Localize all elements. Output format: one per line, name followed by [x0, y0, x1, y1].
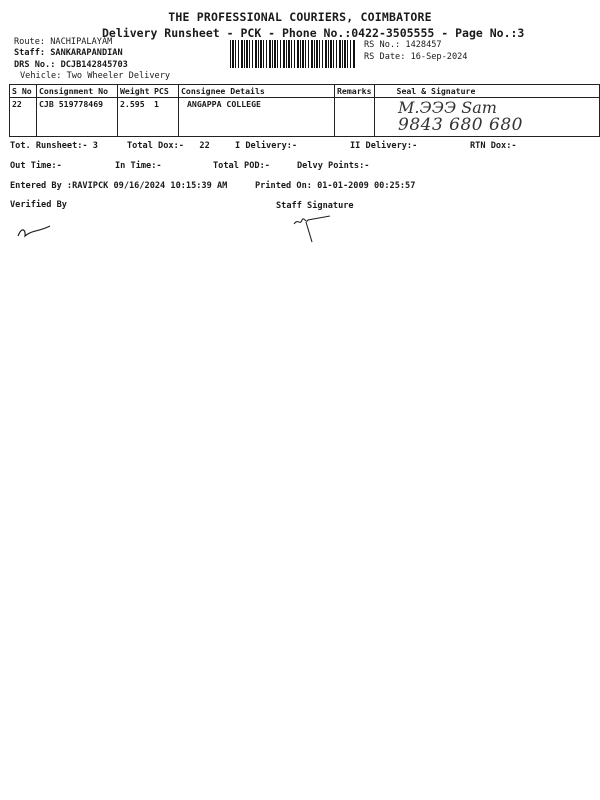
- staff-signature-label: Staff Signature: [276, 201, 354, 211]
- cell-remarks: [335, 98, 375, 137]
- delvy-points: Delvy Points:-: [297, 161, 370, 171]
- total-pod: Total POD:-: [213, 161, 270, 171]
- col-pcs: PCS: [152, 85, 179, 98]
- col-consignee: Consignee Details: [179, 85, 335, 98]
- cell-pcs: 1: [152, 98, 179, 137]
- cell-sno: 22: [10, 98, 37, 137]
- i-delivery: I Delivery:-: [235, 141, 298, 151]
- total-dox: Total Dox:- 22: [127, 141, 210, 151]
- table-header-row: [10, 85, 600, 98]
- route-label: Route: NACHIPALAYAM: [14, 37, 113, 47]
- drs-number: DRS No.: DCJB142845703: [14, 60, 128, 70]
- staff-label: Staff: SANKARAPANDIAN: [14, 48, 123, 58]
- rtn-dox: RTN Dox:-: [470, 141, 517, 151]
- col-sno: S No: [10, 85, 37, 98]
- handwritten-phone: 9843 680 680: [398, 115, 523, 135]
- cell-consignee: ANGAPPA COLLEGE: [179, 98, 335, 137]
- col-weight: Weight: [118, 85, 153, 98]
- handwritten-name: M.ЭЭЭ Sam: [398, 98, 497, 117]
- company-title: THE PROFESSIONAL COURIERS, COIMBATORE: [168, 10, 432, 24]
- verifier-signature-icon: [14, 212, 54, 242]
- in-time: In Time:-: [115, 161, 162, 171]
- vehicle-label: Vehicle: Two Wheeler Delivery: [20, 71, 171, 81]
- cell-weight: 2.595: [118, 98, 153, 137]
- rs-number: RS No.: 1428457: [364, 40, 442, 50]
- runsheet-title: Delivery Runsheet - PCK - Phone No.:0422-3505555 - Page No.:3: [102, 26, 525, 40]
- barcode-image: [230, 40, 356, 68]
- col-consignment: Consignment No: [37, 85, 118, 98]
- staff-signature-icon: [290, 212, 340, 244]
- col-seal-signature: Seal & Signature: [374, 85, 599, 98]
- col-remarks: Remarks: [335, 85, 375, 98]
- entered-by: Entered By :RAVIPCK 09/16/2024 10:15:39 AM: [10, 181, 228, 191]
- verified-by-label: Verified By: [10, 200, 67, 210]
- out-time: Out Time:-: [10, 161, 62, 171]
- printed-on: Printed On: 01-01-2009 00:25:57: [255, 181, 416, 191]
- tot-runsheet: Tot. Runsheet:- 3: [10, 141, 98, 151]
- ii-delivery: II Delivery:-: [350, 141, 418, 151]
- cell-consignment: CJB 519778469: [37, 98, 118, 137]
- rs-date: RS Date: 16-Sep-2024: [364, 52, 468, 62]
